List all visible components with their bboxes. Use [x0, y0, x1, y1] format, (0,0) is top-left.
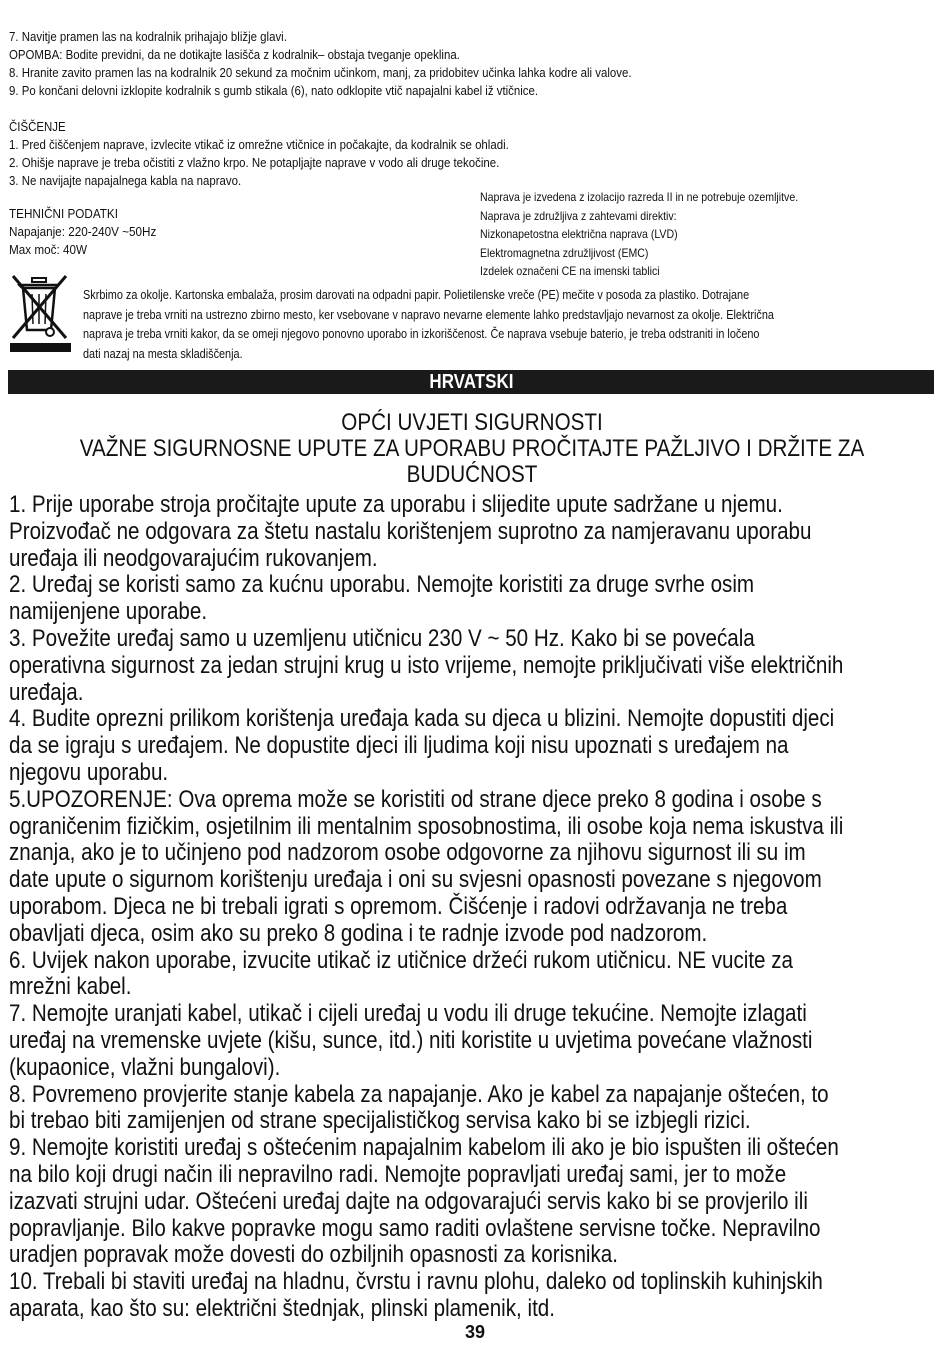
instruction-line: Proizvođač ne odgovara za štetu nastalu korištenjem suprotno za namjeravanu uporabu — [9, 517, 812, 545]
section-banner-label: HRVATSKI — [428, 371, 514, 393]
instruction-line: uređaja ili neodgovarajućim rukovanjem. — [9, 544, 378, 572]
instruction-line: uradjen popravak može dovesti do ozbiljnih opasnosti za korisnika. — [9, 1241, 618, 1269]
text-line: Skrbimo za okolje. Kartonska embalaža, prosim darovati na odpadni papir. Polietilenske vreče (PE) mečite v posoda za plastiko. Dotrajane — [83, 288, 750, 302]
instruction-line: 2. Uređaj se koristi samo za kućnu uporabu. Nemojte koristiti za druge svrhe osim — [9, 571, 755, 599]
text-line: 2. Ohišje naprave je treba očistiti z vlažno krpo. Ne potapljajte naprave v vodo ali druge tekočine. — [9, 155, 500, 170]
directives-block — [480, 188, 842, 281]
instruction-line: na bilo koji drugi način ili nepravilno radi. Nemojte popravljati uređaj sami, jer to može — [9, 1160, 787, 1188]
text-line: 8. Hranite zavito pramen las na kodralnik 20 sekund za močnim učinkom, manj, za pridobitev učinka lahka kodre ali valove. — [9, 65, 632, 80]
technical-data-title: TEHNIČNI PODATKI — [9, 206, 118, 221]
directive-line: Elektromagnetna združljivost (EMC) — [480, 245, 649, 260]
weee-bin-icon — [8, 272, 73, 354]
instruction-line: popravljanje. Bilo kakve popravke mogu samo raditi ovlaštene servisne točke. Nepravilno — [9, 1214, 821, 1242]
instruction-line: njegovu uporabu. — [9, 758, 169, 786]
directive-line: Naprava je združljiva z zahtevami direktiv: — [480, 208, 677, 223]
text-line: 1. Pred čiščenjem naprave, izvlecite vtikač iz omrežne vtičnice in počakajte, da kodralnik se ohladi. — [9, 137, 509, 152]
instruction-line: 6. Uvijek nakon uporabe, izvucite utikač iz utičnice držeći rukom utičnicu. NE vucite za — [9, 946, 793, 974]
text-line: 7. Navitje pramen las na kodralnik prihajajo bližje glavi. — [9, 29, 287, 44]
directive-line: Izdelek označeni CE na imenski tablici — [480, 264, 660, 278]
heading-line: VAŽNE SIGURNOSNE UPUTE ZA UPORABU PROČITAJTE PAŽLJIVO I DRŽITE ZA — [79, 435, 865, 462]
text-line: dati nazaj na mesta skladiščenja. — [83, 346, 243, 361]
instruction-line: bi trebao biti zamijenjen od strane specijalističkog servisa kako bi se izbjegli rizici. — [9, 1107, 751, 1135]
section-banner — [8, 370, 934, 394]
text-line: naprava je treba vrniti kakor, da se omeji njegovo ponovno uporabo in izkoriščenost. Če naprava vsebuje baterio, je treba odstraniti in ločeno — [83, 327, 760, 341]
instruction-line: obavljati djeca, osim ako su preko 8 godina i te radnje izvode pod nadzorom. — [9, 919, 708, 947]
instruction-line: uporabom. Djeca ne bi trebali igrati s opremom. Čišćenje i radovi održavanja ne treba — [9, 892, 788, 920]
instruction-line: 5.UPOZORENJE: Ova oprema može se koristiti od strane djece preko 8 godina i osobe s — [9, 785, 822, 813]
cleaning-heading: ČIŠČENJE — [9, 119, 66, 134]
instruction-line: 4. Budite oprezni prilikom korištenja uređaja kada su djeca u blizini. Nemojte dopustiti djeci — [9, 705, 835, 733]
instruction-line: 10. Trebali bi staviti uređaj na hladnu, čvrstu i ravnu plohu, daleko od toplinskih kuhinjskih — [9, 1268, 823, 1296]
directive-line: Naprava je izvedena z izolacijo razreda II in ne potrebuje ozemljitve. — [480, 190, 799, 204]
instruction-line: aparata, kao što su: električni štednjak, plinski plamenik, itd. — [9, 1294, 555, 1322]
instruction-line: uređaja. — [9, 678, 84, 706]
page-number: 39 — [464, 1322, 486, 1342]
instruction-line: znanja, ako je to učinjeno pod nadzorom osobe odgovorne za njihovu sigurnost ili su im — [9, 839, 806, 867]
text-line: naprave je treba vrniti na ustrezno zbirno mesto, ker vsebovane v napravo nevarne elemente lahko predstavljajo nevarnost za okolje. Električna — [83, 307, 774, 322]
instruction-line: uređaj na vremenske uvjete (kišu, sunce, itd.) niti koristite u uvjetima povećane vlažnosti — [9, 1026, 813, 1054]
instruction-line: ograničenim fizičkim, osjetilnim ili mentalnim sposobnostima, ili osobe koja nema iskustva ili — [9, 812, 844, 840]
text-line: OPOMBA: Bodite previdni, da ne dotikajte lasišča z kodralnik– obstaja tveganje opeklina. — [9, 47, 460, 62]
directive-line: Nizkonapetostna električna naprava (LVD) — [480, 227, 678, 241]
instruction-line: (kupaonice, vlažni bungalovi). — [9, 1053, 281, 1081]
instruction-line: 9. Nemojte koristiti uređaj s oštećenim napajalnim kabelom ili ako je bio ispušten ili oštećen — [9, 1134, 839, 1162]
text-line: 3. Ne navijajte napajalnega kabla na napravo. — [9, 173, 242, 188]
instruction-line: operativna sigurnost za jedan strujni krug u isto vrijeme, nemojte priključivati više električnih — [9, 651, 844, 679]
top-instructions — [9, 28, 934, 190]
instruction-line: 8. Povremeno provjerite stanje kabela za napajanje. Ako je kabel za napajanje oštećen, to — [9, 1080, 829, 1108]
instruction-line: 1. Prije uporabe stroja pročitajte upute za uporabu i slijedite upute sadržane u njemu. — [9, 491, 783, 518]
max-power: Max moč: 40W — [9, 242, 88, 257]
instruction-line: date upute o sigurnom korištenju uređaja i oni su svjesni opasnosti povezane s njegovom — [9, 866, 822, 894]
instruction-line: 7. Nemojte uranjati kabel, utikač i cijeli uređaj u vodu ili druge tekućine. Nemojte izlagati — [9, 1000, 807, 1028]
heading-line: OPĆI UVJETI SIGURNOSTI — [341, 409, 603, 436]
text-line: 9. Po končani delovni izklopite kodralnik s gumb stikala (6), nato odklopite vtič napajalni kabel iž vtičnice. — [9, 83, 539, 98]
instruction-line: da se igraju s uređajem. Ne dopustite djeci ili ljudima koji nisu upoznati s uređajem na — [9, 732, 789, 760]
heading-line: BUDUĆNOST — [406, 461, 538, 488]
instruction-line: mrežni kabel. — [9, 973, 132, 1001]
blank-line — [9, 100, 823, 118]
instruction-line: izazvati strujni udar. Oštećeni uređaj dajte na odgovarajući servis kako bi se provjerilo ili — [9, 1187, 808, 1215]
safety-instructions — [9, 492, 935, 1323]
safety-heading — [9, 410, 935, 488]
instruction-line: namijenjene uporabe. — [9, 598, 208, 626]
environment-notice — [83, 286, 877, 364]
technical-data — [9, 205, 173, 259]
instruction-line: 3. Povežite uređaj samo u uzemljenu utičnicu 230 V ~ 50 Hz. Kako bi se povećala — [9, 624, 755, 652]
power-supply: Napajanje: 220-240V ~50Hz — [9, 224, 157, 239]
